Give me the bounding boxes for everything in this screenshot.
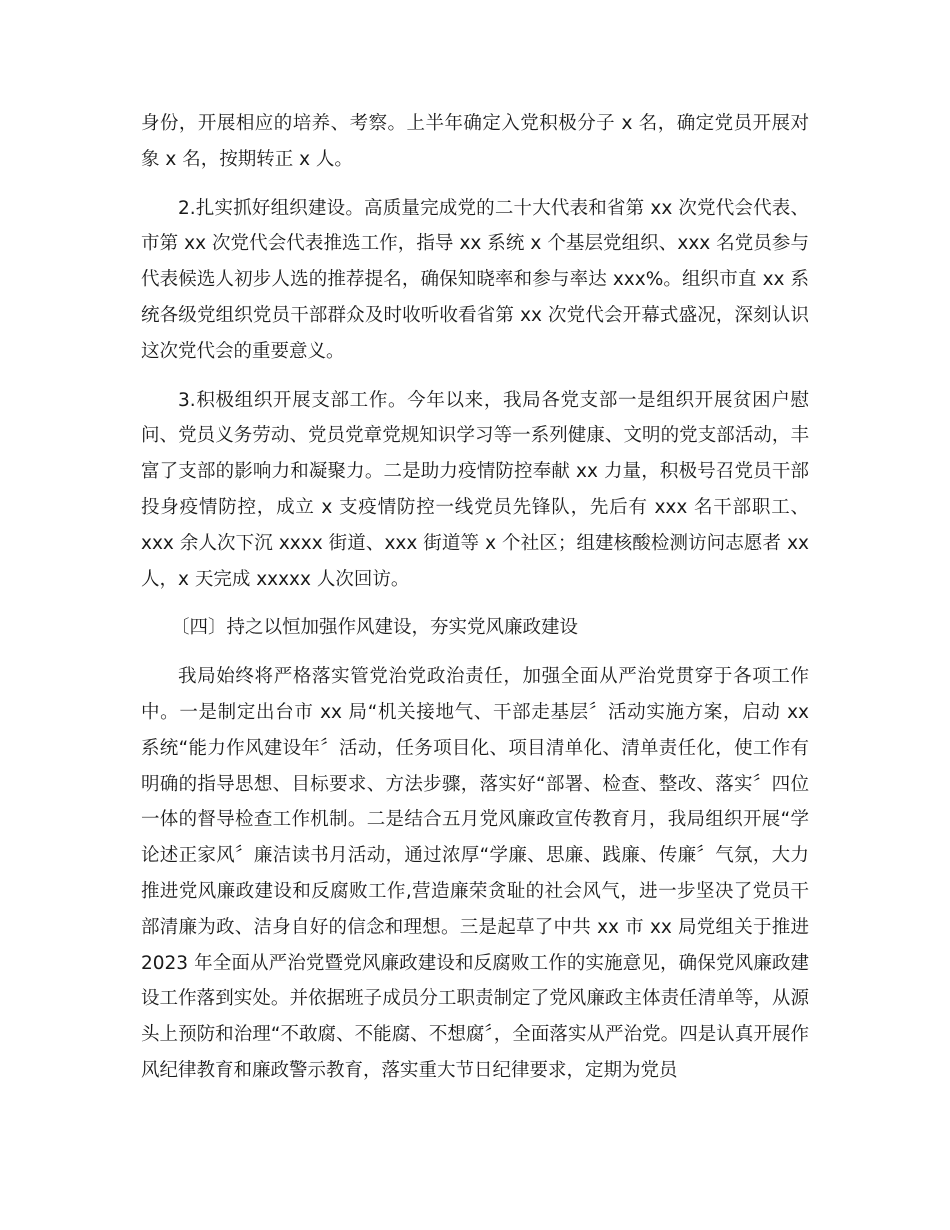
paragraph-continuation: 身份，开展相应的培养、考察。上半年确定入党积极分子 x 名，确定党员开展对象 x 名，按期转正 x 人。 <box>141 113 809 170</box>
paragraph-conduct-building: 我局始终将严格落实管党治党政治责任，加强全面从严治党贯穿于各项工作中。一是制定出台市 xx 局“机关接地气、干部走基层〞活动实施方案，启动 xx 系统“能力作风建设年〞活动，任务项目化、项目清单化、清单责任化，使工作有明确的指导思想、目标要求、方法步骤，落实好“部署、检查、整改、落实〞四位一体的督导检查工作机制。二是结合五月党风廉政宣传教育月，我局组织开展“学论述正家风〞廉洁读书月活动，通过浓厚“学廉、思廉、践廉、传廉〞气氛，大力推进党风廉政建设和反腐败工作,营造廉荣贪耻的社会风气，进一步坚决了党员干部清廉为政、洁身自好的信念和理想。三是起草了中共 xx 市 xx 局党组关于推进 2023 年全面从严治党暨党风廉政建设和反腐败工作的实施意见，确保党风廉政建设工作落到实处。并依据班子成员分工职责制定了党风廉政主体责任清单等，从源头上预防和治理“不敢腐、不能腐、不想腐〞，全面落实从严治党。四是认真开展作风纪律教育和廉政警示教育，落实重大节日纪律要求，定期为党员 <box>141 666 809 1081</box>
paragraph-organization-building: 2.扎实抓好组织建设。高质量完成党的二十大代表和省第 xx 次党代会代表、市第 xx 次党代会代表推选工作，指导 xx 系统 x 个基层党组织、xxx 名党员参与代表候选人初步人选的推荐提名，确保知晓率和参与率达 xxx%。组织市直 xx 系统各级党组织党员干部群众及时收听收看省第 xx 次党代会开幕式盛况，深刻认识这次党代会的重要意义。 <box>141 197 809 362</box>
document-body <box>141 106 809 1102</box>
section-heading: 〔四〕持之以恒加强作风建设，夯实党风廉政建设 <box>171 617 579 639</box>
paragraph-branch-work: 3.积极组织开展支部工作。今年以来，我局各党支部一是组织开展贫困户慰问、党员义务劳动、党员党章党规知识学习等一系列健康、文明的党支部活动，丰富了支部的影响力和凝聚力。二是助力疫情防控奉献 xx 力量，积极号召党员干部投身疫情防控，成立 x 支疫情防控一线党员先锋队，先后有 xxx 名干部职工、xxx 余人次下沉 xxxx 街道、xxx 街道等 x 个社区；组建核酸检测访问志愿者 xx 人，x 天完成 xxxxx 人次回访。 <box>141 389 809 590</box>
